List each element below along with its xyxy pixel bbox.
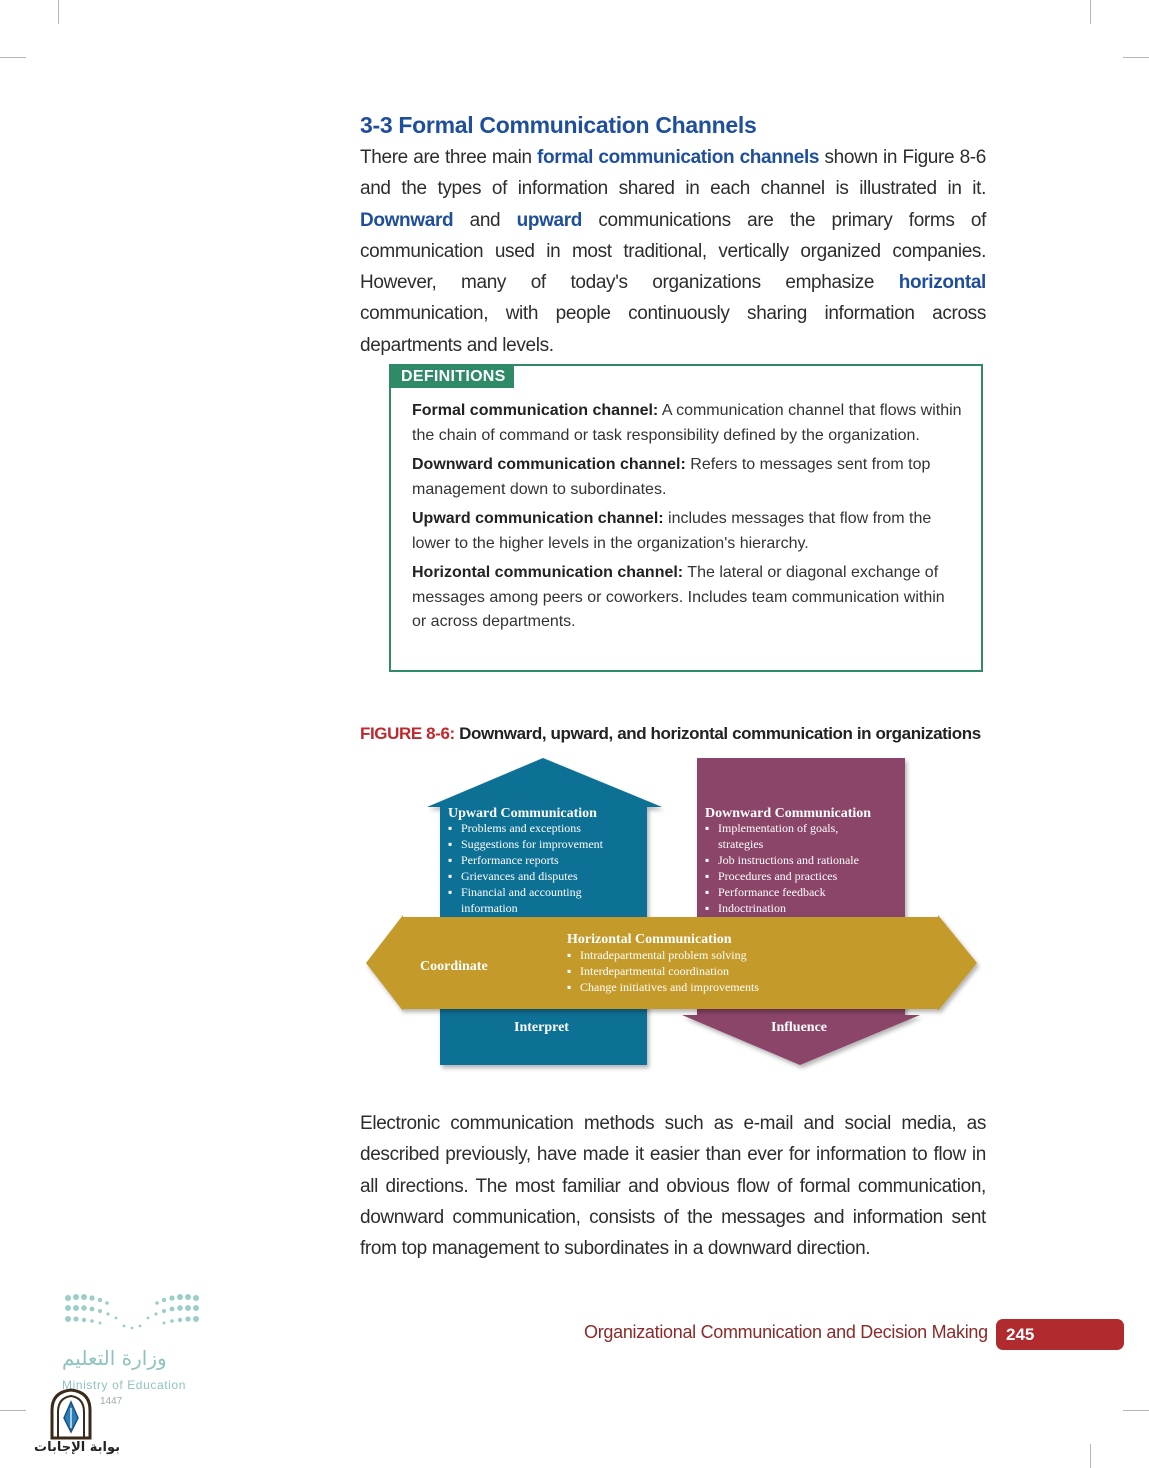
definition-term: Upward communication channel: [412, 510, 664, 527]
watermark-pen-icon [48, 1388, 94, 1440]
crop-mark [1090, 0, 1091, 24]
upward-item: information [461, 901, 518, 915]
upward-item: Grievances and disputes [461, 869, 578, 883]
bullet-icon: ▪ [705, 821, 710, 835]
bullet-icon: ▪ [567, 980, 572, 994]
ministry-year: 1447 [100, 1396, 123, 1407]
horizontal-item: Change initiatives and improvements [580, 980, 759, 994]
bullet-icon: ▪ [567, 964, 572, 978]
bullet-icon: ▪ [448, 885, 453, 899]
bullet-icon: ▪ [705, 901, 710, 915]
crop-mark [1123, 1410, 1149, 1411]
closing-paragraph: Electronic communication methods such as e-mail and social media, as described previously, have made it easier than ever for information to flow in all directions. The most familiar and obvious flow of formal communication, downward communication, consists of the messages and information sent from top management to subordinates in a downward direction. [360, 1113, 986, 1260]
watermark-text: بوابة الإجابات [34, 1440, 120, 1455]
crop-mark [1090, 1444, 1091, 1468]
footer-chapter-title: Organizational Communication and Decision Making [584, 1322, 988, 1342]
interpret-label: Interpret [514, 1020, 569, 1035]
upward-item: Suggestions for improvement [461, 837, 603, 851]
communication-diagram [360, 755, 982, 1073]
upward-title: Upward Communication [448, 806, 597, 821]
downward-item: Job instructions and rationale [718, 853, 859, 867]
downward-title: Downward Communication [705, 806, 872, 821]
bullet-icon: ▪ [567, 948, 572, 962]
crop-mark [58, 0, 59, 24]
definition-item: Formal communication channel: A communication channel that flows within the chain of command or task responsibility defined by the organization. [412, 402, 962, 444]
definition-item: Horizontal communication channel: The lateral or diagonal exchange of messages among peers or coworkers. Includes team communication within or across departments. [412, 564, 945, 630]
intro-paragraph: There are three main formal communication channels shown in Figure 8-6 and the types of information shared in each channel is illustrated in it. Downward and upward communications are the primary forms of communication used in most traditional, vertically organized companies. However, many of today's organizations emphasize horizontal communication, with people continuously sharing information across departments and levels. [360, 147, 986, 356]
definition-term: Horizontal communication channel: [412, 564, 684, 581]
bullet-icon: ▪ [448, 821, 453, 835]
downward-item: Implementation of goals, [718, 821, 839, 835]
definitions-header: DEFINITIONS [391, 366, 514, 388]
horizontal-item: Interdepartmental coordination [580, 964, 729, 978]
ministry-arabic-name: وزارة التعليم [62, 1346, 167, 1370]
horizontal-item: Intradepartmental problem solving [580, 948, 747, 962]
bullet-icon: ▪ [705, 853, 710, 867]
horizontal-title: Horizontal Communication [567, 932, 732, 947]
definition-term: Downward communication channel: [412, 456, 686, 473]
upward-item: Problems and exceptions [461, 821, 581, 835]
figure-caption: FIGURE 8-6: Downward, upward, and horizontal communication in organizations [360, 724, 981, 743]
downward-item: Indoctrination [718, 901, 786, 915]
influence-label: Influence [771, 1020, 827, 1035]
figure-label: FIGURE 8-6: [360, 724, 455, 743]
crop-mark [0, 1410, 26, 1411]
ministry-english-name: Ministry of Education [62, 1378, 186, 1392]
keyword-formal-channels: formal communication channels [537, 147, 820, 168]
bullet-icon: ▪ [705, 869, 710, 883]
bullet-icon: ▪ [448, 853, 453, 867]
keyword-horizontal: horizontal [898, 272, 986, 294]
coordinate-label: Coordinate [420, 959, 488, 974]
bullet-icon: ▪ [705, 885, 710, 899]
downward-item: Procedures and practices [718, 869, 838, 883]
definitions-box [389, 364, 983, 672]
definition-item: Upward communication channel: includes messages that flow from the lower to the higher levels in the organization's hierarchy. [412, 510, 932, 552]
ministry-dots-icon [62, 1290, 202, 1340]
upward-item: Financial and accounting [461, 885, 582, 899]
definition-item: Downward communication channel: Refers to messages sent from top management down to subordinates. [412, 456, 931, 498]
definitions-list [412, 399, 962, 640]
crop-mark [1123, 57, 1149, 58]
keyword-upward: upward [516, 209, 583, 231]
definition-term: Formal communication channel: [412, 402, 659, 419]
keyword-downward: Downward [360, 209, 454, 231]
downward-item: strategies [718, 837, 764, 851]
upward-item: Performance reports [461, 853, 559, 867]
downward-item: Performance feedback [718, 885, 826, 899]
section-title: 3-3 Formal Communication Channels [360, 112, 757, 138]
ministry-logo [62, 1290, 202, 1345]
bullet-icon: ▪ [448, 837, 453, 851]
page-number: 245 [996, 1319, 1124, 1350]
crop-mark [0, 57, 26, 58]
bullet-icon: ▪ [448, 869, 453, 883]
